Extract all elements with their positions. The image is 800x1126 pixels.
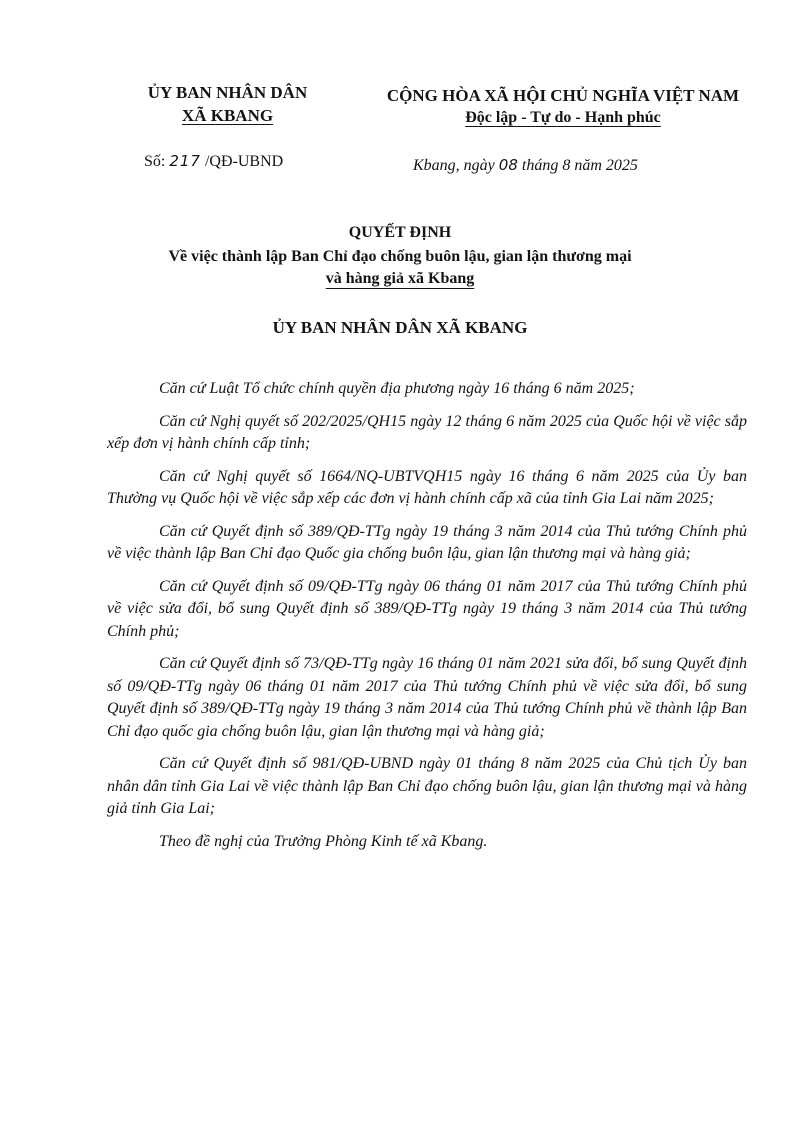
handwritten-day: 08 — [498, 156, 518, 174]
issuing-authority-line2: XÃ KBANG — [181, 106, 274, 125]
decision-subtitle-line1: Về việc thành lập Ban Chỉ đạo chống buôn lậu, gian lận thương mại — [168, 248, 632, 265]
legal-basis-paragraph: Căn cứ Quyết định số 73/QĐ-TTg ngày 16 tháng 01 năm 2021 sửa đổi, bổ sung Quyết định số 09/QĐ-TTg ngày 06 tháng 01 năm 2017 của Thủ tướng Chính phủ về việc sửa đổi, bổ sung Quyết định số 389/QĐ-TTg ngày 19 tháng 3 năm 2014 của Thủ tướng Chính phủ về thành lập Ban Chỉ đạo quốc gia chống buôn lậu, gian lận thương mại và hàng giả; — [107, 655, 747, 740]
legal-basis-paragraph: Căn cứ Quyết định số 389/QĐ-TTg ngày 19 tháng 3 năm 2014 của Thủ tướng Chính phủ về việc thành lập Ban Chỉ đạo Quốc gia chống buôn lậu, gian lận thương mại và hàng giả; — [107, 522, 747, 562]
legal-basis-section — [107, 378, 747, 863]
proposal-paragraph: Theo đề nghị của Trưởng Phòng Kinh tế xã Kbang. — [159, 832, 488, 850]
deciding-authority: ỦY BAN NHÂN DÂN XÃ KBANG — [272, 318, 528, 337]
decision-subtitle-line2: và hàng giả xã Kbang — [325, 270, 475, 287]
legal-basis-paragraph: Căn cứ Quyết định số 09/QĐ-TTg ngày 06 tháng 01 năm 2017 của Thủ tướng Chính phủ về việc sửa đổi, bổ sung Quyết định số 389/QĐ-TTg ngày 19 tháng 3 năm 2014 của Thủ tướng Chính phủ; — [107, 577, 747, 640]
legal-basis-paragraph: Căn cứ Luật Tổ chức chính quyền địa phương ngày 16 tháng 6 năm 2025; — [159, 380, 635, 397]
handwritten-number: 217 — [169, 152, 201, 170]
document-number: Số: 217 /QĐ-UBND — [144, 152, 284, 170]
decision-title: QUYẾT ĐỊNH — [348, 224, 452, 241]
legal-basis-paragraph: Căn cứ Quyết định số 981/QĐ-UBND ngày 01 tháng 8 năm 2025 của Chủ tịch Ủy ban nhân dân tỉnh Gia Lai về việc thành lập Ban Chỉ đạo chống buôn lậu, gian lận thương mại và hàng giả tỉnh Gia Lai; — [107, 755, 747, 817]
legal-basis-paragraph: Căn cứ Nghị quyết số 1664/NQ-UBTVQH15 ngày 16 tháng 6 năm 2025 của Ủy ban Thường vụ Quốc hội về việc sắp xếp các đơn vị hành chính cấp xã của tỉnh Gia Lai năm 2025; — [107, 467, 747, 507]
issuing-authority-line1: ỦY BAN NHÂN DÂN — [147, 83, 308, 102]
legal-basis-paragraph: Căn cứ Nghị quyết số 202/2025/QH15 ngày 12 tháng 6 năm 2025 của Quốc hội về việc sắp xếp đơn vị hành chính cấp tỉnh; — [107, 412, 747, 452]
national-title: CỘNG HÒA XÃ HỘI CHỦ NGHĨA VIỆT NAM — [386, 86, 740, 105]
place-and-date: Kbang, ngày 08 tháng 8 năm 2025 — [413, 156, 638, 174]
national-motto: Độc lập - Tự do - Hạnh phúc — [465, 109, 661, 126]
